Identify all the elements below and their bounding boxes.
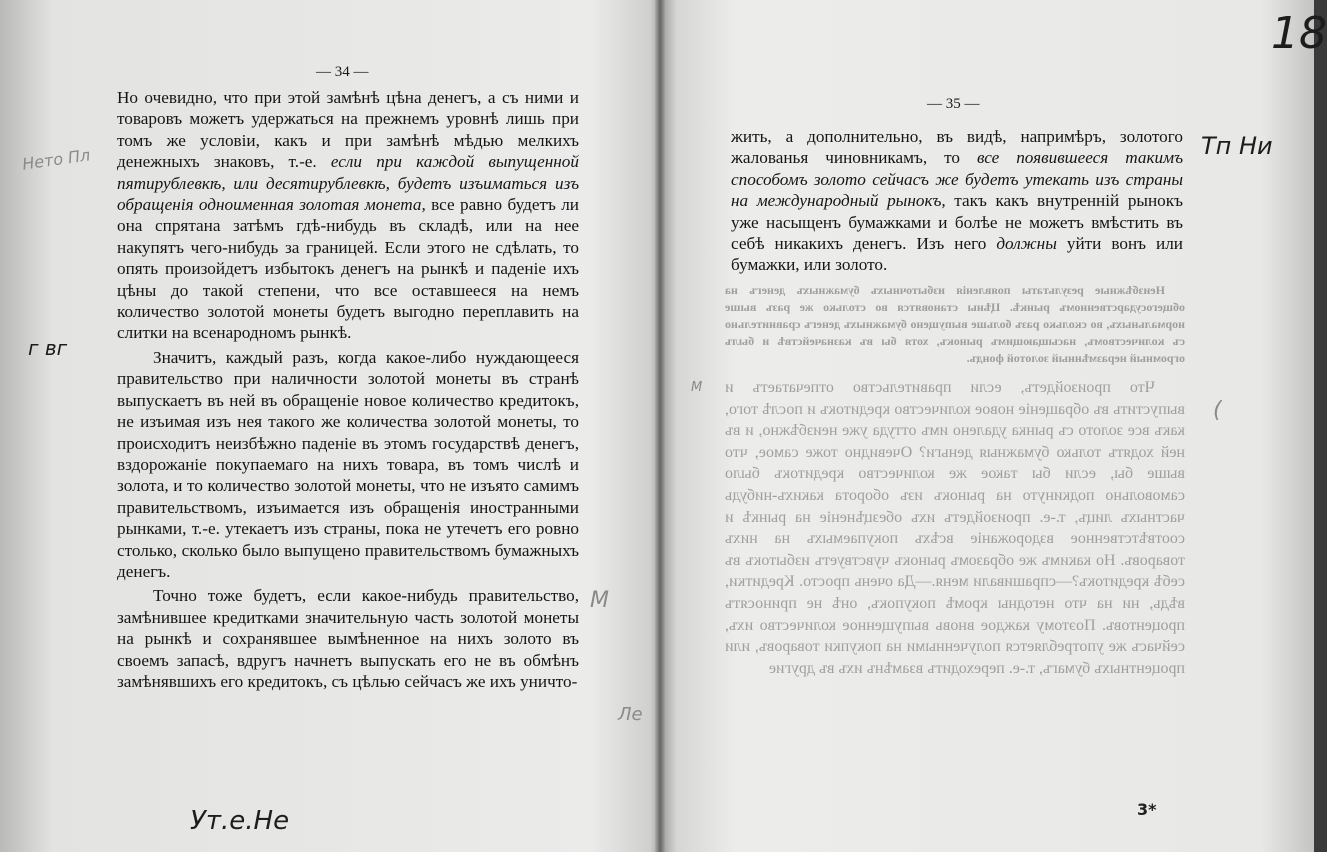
page-number-34: — 34 —	[316, 64, 369, 80]
bleed-through-text	[725, 282, 1185, 679]
paragraph-3: Точно тоже будетъ, если какое-нибудь правительство, замѣнившее кредитками значительную часть золотой монеты на рынкѣ и сохранявшее вымѣненное на нихъ золото въ своемъ запасѣ, вдругъ начнетъ выпускать его не въ обмѣнъ замѣнявшихъ его кредитокъ, съ цѣлью сейчасъ же ихъ уничто-	[117, 586, 579, 691]
faint-pencil-note-lower-right: Ле	[618, 704, 643, 725]
faint-pencil-bracket: (	[1213, 398, 1222, 423]
right-paragraph-middle: такъ какъ внутренній рынокъ уже насыщенъ бумажками и болѣе не можетъ вмѣстить въ себѣ никакихъ денегъ. Изъ него	[731, 191, 1183, 254]
page-number-35: — 35 —	[927, 96, 980, 112]
right-paragraph-start: жить, а дополнительно, въ видѣ, напримѣръ, золотого жалованья чиновникамъ, то	[731, 127, 1183, 168]
faint-pencil-note-gutter: М	[691, 380, 703, 395]
faint-pencil-note-top-left: Нето Пл	[21, 145, 92, 174]
right-page-text	[731, 126, 1183, 276]
right-paragraph-italic-1: все появившееся такимъ способомъ золото сейчасъ же будетъ утекать изъ страны на международный рынокъ,	[731, 148, 1184, 211]
right-page	[665, 0, 1327, 852]
folio-number-handwritten: 18	[1271, 8, 1327, 59]
book-gutter	[655, 0, 665, 852]
handwritten-note-left-margin: г вг	[28, 336, 68, 360]
bleed-through-signature: 3*	[1137, 800, 1157, 819]
handwritten-note-bottom: Ут.е.Не	[190, 806, 290, 836]
right-paragraph	[731, 126, 1183, 276]
handwritten-note-top-right: Тп Ни	[1201, 132, 1273, 160]
faint-pencil-note-mid-right: М	[590, 588, 609, 613]
right-paragraph-end: уйти вонъ или бумажки, или золото.	[731, 234, 1184, 275]
bleed-through-note: Неизбѣжные результаты появленія избыточныхъ бумажныхъ денегъ на общегосударственномъ рынкѣ. Цѣны становятся во столько же разъ выше нормальныхъ, во сколько разъ больше выпущено бумажныхъ денегъ сравнительно съ количествомъ, насыщающимъ рынокъ, хотя бы въ казначействѣ и былъ огромный неразмѣнный золотой фондъ.	[725, 283, 1185, 365]
paragraph-2: Значитъ, каждый разъ, когда какое-либо нуждающееся правительство при наличности золотой монеты въ странѣ выпускаетъ въ ней въ обращеніе новое количество кредитокъ, не изъимая изъ нея такого же количества золотой монеты, то происходитъ неизбѣжно паденіе въ этомъ государствѣ денегъ, вздорожаніе покупаемаго на нихъ товара, въ томъ числѣ и золота, и то количество золотой монеты, что не изъято самимъ правительствомъ, изъимается изъ обращенія иностранными рынками, т.-е. утекаетъ изъ страны, пока не утечетъ его ровно столько, сколько было выпущено правительствомъ бумажныхъ денегъ.	[117, 347, 579, 581]
bleed-through-body: Что произойдетъ, если правительство отпечатаетъ и выпустить въ обращеніе новое количество кредитокъ и послѣ того, какъ все золото съ рынка удалено имъ оттуда уже неизбѣжно, и въ ней ходятъ только бумажныя деньги? Очевидно тоже самое, что выше бы, если бы такое же количество кредитокъ было самовольно подкинуто на рынокъ изъ оборота какихъ-нибудь частныхъ лицъ, т.-е. произойдетъ ихъ обезцѣненіе на рынкѣ и соотвѣтственное вздорожаніе всѣхъ покупаемыхъ на нихъ товаровъ. Но какимъ же образомъ рынокъ чувствуетъ избытокъ въ себѣ кредитокъ?—спрашивали меня.—Да очень просто. Кредитки, вѣдь, ни на что негодны кромѣ покупокъ, онѣ не приносятъ процентовъ. Поэтому каждое вновь выпущенное количество ихъ, сейчасъ же употребляется полученными на покупки товаровъ, или процентныхъ бумагъ, т.-е. переходитъ взамѣнъ ихъ въ другие	[725, 379, 1185, 677]
paragraph-1-italic: если при каждой выпущенной пятирублевкѣ, или десятирублевкѣ, будетъ изъиматься изъ обращенія одноименная золотая монета,	[117, 152, 579, 215]
left-page	[0, 0, 655, 852]
paragraph-1-start: Но очевидно, что при этой замѣнѣ цѣна денегъ, а съ ними и товаровъ можетъ удержаться на прежнемъ уровнѣ лишь при томъ же условіи, какъ и при замѣнѣ мѣдью мелкихъ денежныхъ знаковъ, т.-е.	[117, 88, 579, 172]
paragraph-1-end: все равно будетъ ли она спрятана затѣмъ гдѣ-нибудь въ складѣ, или на нее накупятъ чего-нибудь за границей. Если этого не сдѣлать, то опять произойдетъ избытокъ денегъ на рынкѣ и паденіе ихъ цѣны до такой степени, что все оставшееся на немъ количество золотой монеты будетъ выгодно переплавить на слитки на всенародномъ рынкѣ.	[117, 195, 579, 343]
paragraph-1	[117, 87, 579, 344]
right-paragraph-italic-2: должны	[996, 234, 1057, 254]
left-page-text	[117, 87, 579, 692]
